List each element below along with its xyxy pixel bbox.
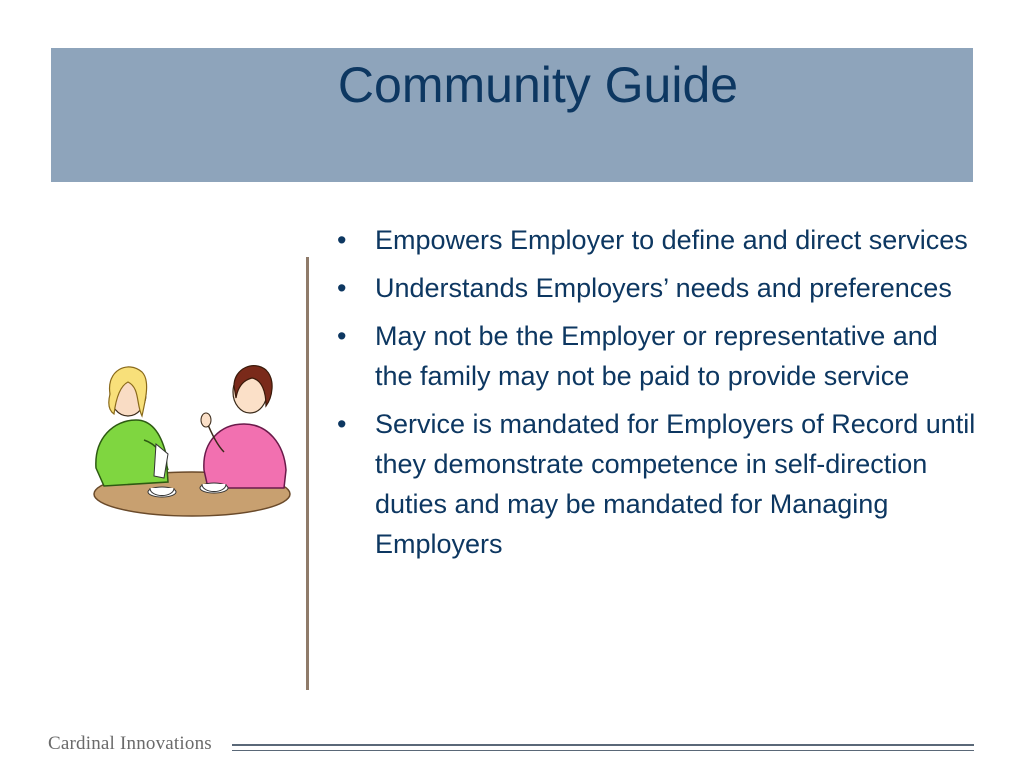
bullet-list: [337, 220, 977, 572]
slide-title: Community Guide: [337, 57, 739, 113]
bullet-item: • Understands Employers’ needs and preferences: [337, 268, 977, 308]
footer-rule: [232, 750, 974, 751]
bullet-icon: •: [337, 273, 347, 303]
bullet-icon: •: [337, 409, 347, 439]
footer-logo: Cardinal Innovations: [48, 733, 212, 754]
bullet-item: • Empowers Employer to define and direct services: [337, 220, 977, 260]
vertical-divider: [306, 257, 309, 690]
bullet-icon: •: [337, 321, 347, 351]
bullet-item: • Service is mandated for Employers of Record until they demonstrate competence in self-direction duties and may be mandated for Managing Employers: [337, 404, 977, 564]
bullet-item: • May not be the Employer or representative and the family may not be paid to provide service: [337, 316, 977, 396]
two-women-at-table-illustration: [84, 358, 296, 524]
bullet-icon: •: [337, 225, 347, 255]
footer-rule: [232, 744, 974, 746]
